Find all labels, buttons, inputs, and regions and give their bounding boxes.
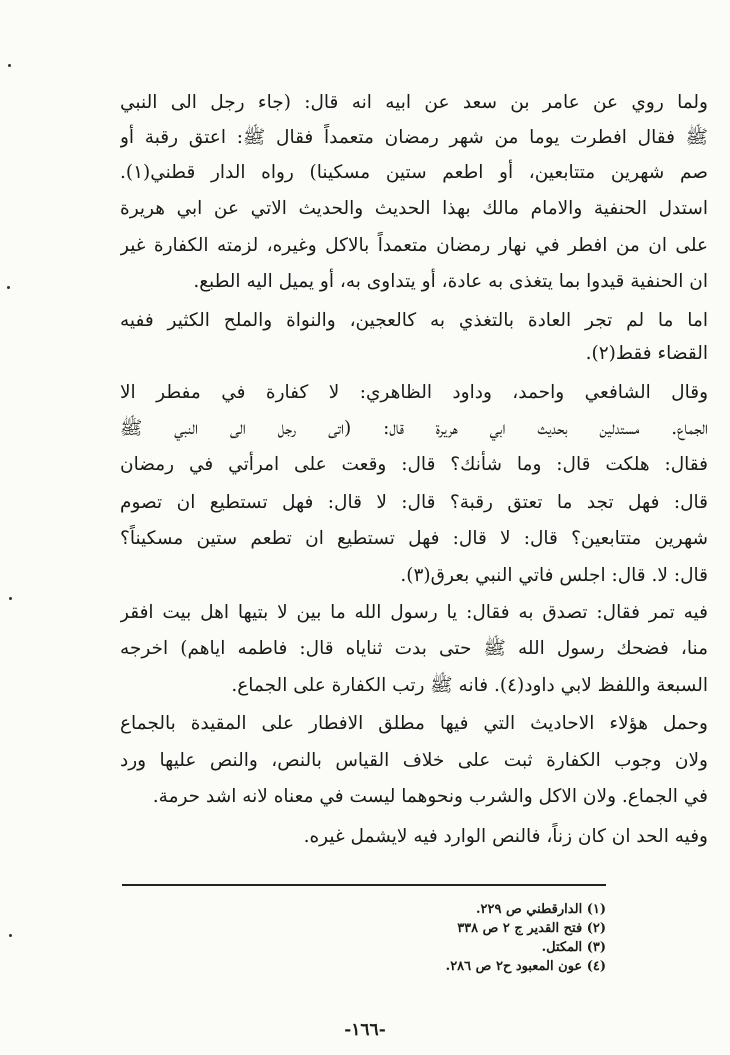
text-line: فقال: هلكت قال: وما شأنك؟ قال: وقعت على امرأتي في رمضان <box>120 454 708 475</box>
margin-dot <box>7 286 10 289</box>
margin-dot <box>9 934 12 937</box>
text-line: ان الحنفية قيدوا بما يتغذى به عادة، أو يتداوى به، أو يميل اليه الطبع. <box>193 271 708 292</box>
margin-dot <box>8 64 11 67</box>
footnote: (١) الدارقطني ص ٢٢٩. <box>476 902 606 917</box>
page-number: -١٦٦- <box>344 1020 386 1040</box>
footnote: (٢) فتح القدير ج ٢ ص ٣٣٨ <box>457 921 606 936</box>
text-line: قال: لا. قال: اجلس فاتي النبي بعرق(٣). <box>400 565 708 586</box>
footnote: (٤) عون المعبود ح٢ ص ٢٨٦. <box>445 959 606 974</box>
text-line: منا، فضحك رسول الله ﷺ حتى بدت ثناياه قال: فاطمه اياهم) اخرجه <box>120 638 708 659</box>
text-line: وفيه الحد ان كان زناً، فالنص الوارد فيه لايشمل غيره. <box>303 826 708 847</box>
footnote-divider <box>122 884 606 886</box>
text-line: وحمل هؤلاء الاحاديث التي فيها مطلق الافطار على المقيدة بالجماع <box>120 713 708 734</box>
text-line: قال: فهل تجد ما تعتق رقبة؟ قال: لا قال: فهل تستطيع ان تصوم <box>120 492 708 513</box>
text-line: فيه تمر فقال: تصدق به فقال: يا رسول الله ما بين لا بتيها اهل بيت افقر <box>120 602 708 623</box>
text-line: القضاء فقط(٢). <box>585 343 708 364</box>
text-line: شهرين متتابعين؟ قال: لا قال: فهل تستطيع ان تطعم ستين مسكيناً؟ <box>120 528 708 549</box>
text-line: ولما روي عن عامر بن سعد عن ابيه انه قال: (جاء رجل الى النبي <box>120 92 708 113</box>
text-line: الجماع. مستدلين بحديث ابي هريرة قال: (اتى رجل الى النبي ﷺ <box>120 418 708 439</box>
text-line: في الجماع. ولان الاكل والشرب ونحوهما ليست في معناه لانه اشد حرمة. <box>152 786 708 807</box>
text-line: وقال الشافعي واحمد، وداود الظاهري: لا كفارة في مفطر الا <box>120 382 708 403</box>
margin-dot <box>9 597 12 600</box>
text-line: ولان وجوب الكفارة ثبت على خلاف القياس بالنص، والنص عليها ورد <box>120 750 708 771</box>
footnote: (٣) المكتل. <box>541 940 606 955</box>
text-line: السبعة واللفظ لابي داود(٤). فانه ﷺ رتب الكفارة على الجماع. <box>231 675 708 696</box>
text-line: استدل الحنفية والامام مالك بهذا الحديث والحديث الاتي عن ابي هريرة <box>120 198 708 219</box>
text-line: صم شهرين متتابعين، أو اطعم ستين مسكينا) رواه الدار قطني(١). <box>120 162 708 183</box>
text-line: على ان من افطر في نهار رمضان متعمداً بالاكل وغيره، لزمته الكفارة غير <box>120 235 708 256</box>
text-line: اما ما لم تجر العادة بالتغذي به كالعجين، والنواة والملح الكثير ففيه <box>120 310 708 331</box>
text-line: ﷺ فقال افطرت يوما من شهر رمضان متعمداً فقال ﷺ: اعتق رقبة أو <box>120 127 708 148</box>
